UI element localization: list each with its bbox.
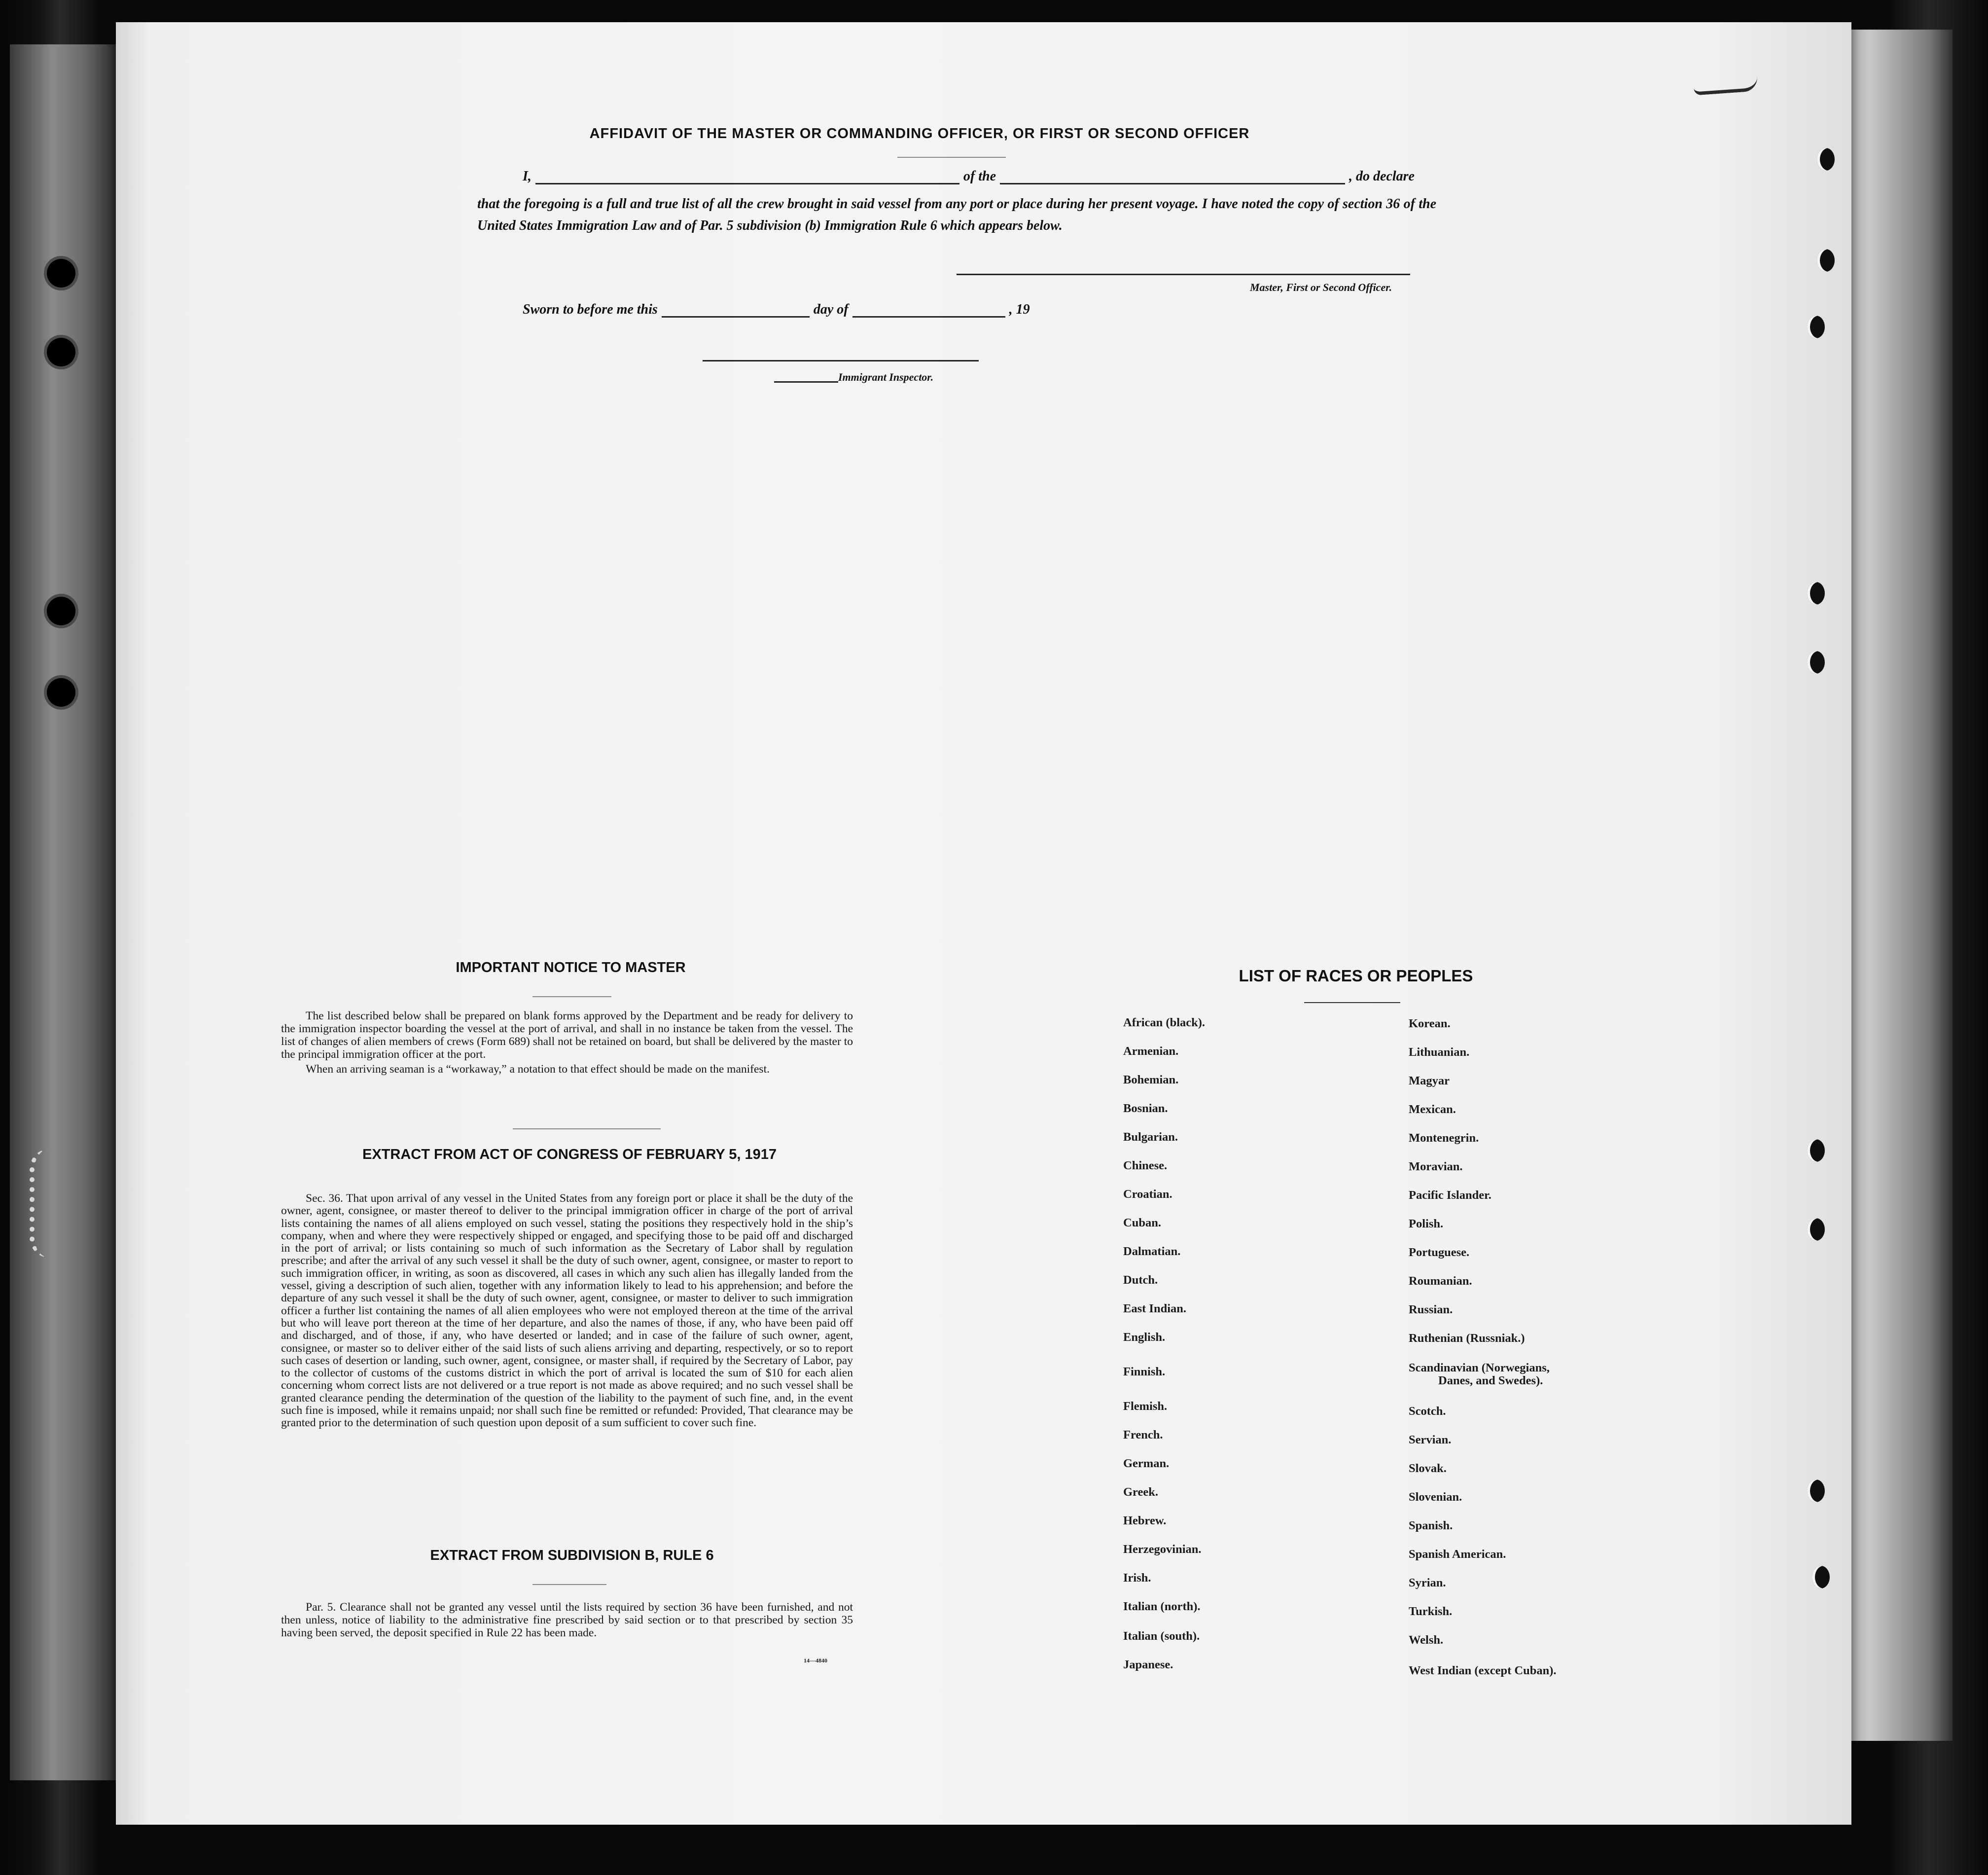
- race-item: West Indian (except Cuban).: [1409, 1664, 1557, 1677]
- race-item: Bohemian.: [1123, 1073, 1179, 1086]
- sworn-day-field[interactable]: [662, 307, 810, 318]
- race-item: Flemish.: [1123, 1400, 1168, 1413]
- race-item: Herzegovinian.: [1123, 1543, 1202, 1556]
- do-declare-label: , do declare: [1349, 169, 1415, 184]
- binding-string: [30, 1149, 89, 1258]
- race-item: Pacific Islander.: [1409, 1189, 1491, 1202]
- punch-hole: [1807, 651, 1825, 674]
- section-divider: [513, 1128, 661, 1129]
- pen-mark: [1693, 77, 1758, 96]
- notice-divider: [532, 996, 611, 997]
- punch-hole: [1807, 582, 1825, 605]
- race-item: Irish.: [1123, 1571, 1151, 1585]
- bleed-through: [382, 91, 1516, 111]
- act-extract-body: [281, 1192, 853, 1430]
- notice-title: IMPORTANT NOTICE TO MASTER: [456, 960, 686, 975]
- races-title: LIST OF RACES OR PEOPLES: [1239, 967, 1473, 985]
- race-item: Scandinavian (Norwegians,: [1409, 1361, 1550, 1374]
- race-item: Hebrew.: [1123, 1514, 1167, 1527]
- race-item: Moravian.: [1409, 1160, 1463, 1173]
- race-item: Ruthenian (Russniak.): [1409, 1332, 1525, 1345]
- notice-body: [281, 1010, 853, 1076]
- race-item: Spanish American.: [1409, 1548, 1506, 1561]
- race-item: Slovak.: [1409, 1462, 1447, 1475]
- act-extract-title: EXTRACT FROM ACT OF CONGRESS OF FEBRUARY 5, 1917: [362, 1147, 777, 1162]
- race-item: Spanish.: [1409, 1519, 1453, 1532]
- binder-hole: [47, 259, 75, 288]
- race-item: Dalmatian.: [1123, 1245, 1181, 1258]
- rule-divider: [532, 1584, 606, 1585]
- binder-hole: [47, 678, 75, 707]
- race-item: Italian (north).: [1123, 1600, 1201, 1613]
- race-item: African (black).: [1123, 1016, 1206, 1029]
- vessel-name-field[interactable]: [1000, 174, 1345, 184]
- race-item: Magyar: [1409, 1074, 1450, 1087]
- notice-paragraph: The list described below shall be prepared on blank forms approved by the Department and be ready for delivery to the immigration inspector boarding the vessel at the port of arrival, and shall in no instance be taken from the vessel. The list of changes of alien members of crews (Form 689) shall not be retained on board, but shall be delivered by the master to the principal immigration officer at the port.: [281, 1010, 853, 1061]
- race-item: Russian.: [1409, 1303, 1453, 1316]
- race-item: Bosnian.: [1123, 1102, 1168, 1115]
- race-item: Armenian.: [1123, 1045, 1179, 1058]
- punch-hole: [1817, 249, 1835, 272]
- punch-hole: [1812, 1566, 1830, 1588]
- race-item: Polish.: [1409, 1217, 1444, 1230]
- document-page: [116, 22, 1851, 1825]
- race-item: Finnish.: [1123, 1365, 1166, 1378]
- declarant-name-field[interactable]: [535, 174, 959, 184]
- race-item: French.: [1123, 1428, 1163, 1442]
- race-item: Dutch.: [1123, 1273, 1158, 1287]
- signature-line[interactable]: [957, 274, 1410, 275]
- race-item: Turkish.: [1409, 1605, 1453, 1618]
- inspector-label: Immigrant Inspector.: [838, 371, 934, 383]
- race-item: Welsh.: [1409, 1633, 1444, 1647]
- race-item: Greek.: [1123, 1485, 1158, 1499]
- punch-hole: [1807, 1479, 1825, 1502]
- race-item: English.: [1123, 1331, 1166, 1344]
- race-item: Roumanian.: [1409, 1274, 1472, 1288]
- race-item: Slovenian.: [1409, 1490, 1462, 1504]
- punch-hole: [1807, 1218, 1825, 1241]
- binder-hole: [47, 338, 75, 366]
- rule-extract-text: Par. 5. Clearance shall not be granted any vessel until the lists required by section 36 have been furnished, and not then unless, notice of liability to the administrative fine prescribed by said section or to that prescribed by section 35 having been served, the deposit specified in Rule 22 has been made.: [281, 1601, 853, 1639]
- binder-strip: [10, 44, 117, 1780]
- inspector-label-rule: [774, 381, 838, 383]
- binder-hole: [47, 597, 75, 625]
- race-item: Syrian.: [1409, 1576, 1446, 1589]
- race-item: Korean.: [1409, 1017, 1451, 1030]
- rule-extract-body: [281, 1601, 853, 1639]
- races-divider: [1304, 1002, 1400, 1003]
- punch-hole: [1807, 1139, 1825, 1162]
- race-item: Cuban.: [1123, 1216, 1161, 1229]
- race-item: Montenegrin.: [1409, 1131, 1479, 1145]
- sworn-label: Sworn to before me this: [523, 302, 658, 317]
- race-item: East Indian.: [1123, 1302, 1187, 1315]
- punch-hole: [1817, 148, 1835, 171]
- underlying-sheet-edge: [1834, 30, 1952, 1741]
- year-prefix: , 19: [1009, 302, 1030, 317]
- race-item: Bulgarian.: [1123, 1130, 1178, 1144]
- race-item: Croatian.: [1123, 1188, 1172, 1201]
- race-item: Japanese.: [1123, 1658, 1173, 1671]
- race-item: Servian.: [1409, 1433, 1452, 1446]
- punch-hole: [1807, 316, 1825, 338]
- race-item: Portuguese.: [1409, 1246, 1470, 1259]
- form-number: 14—4840: [804, 1657, 827, 1664]
- race-item: Danes, and Swedes).: [1438, 1374, 1543, 1387]
- race-item: Chinese.: [1123, 1159, 1168, 1172]
- race-item: German.: [1123, 1457, 1170, 1470]
- sworn-month-field[interactable]: [852, 307, 1005, 318]
- affidavit-statement: that the foregoing is a full and true list of all the crew brought in said vessel from any port or place during her present voyage. I have noted the copy of section 36 of the United States Immigration Law and of Par. 5 subdivision (b) Immigration Rule 6 which appears below.: [477, 196, 1436, 233]
- title-divider: [897, 157, 1006, 158]
- notice-paragraph: When an arriving seaman is a “workaway,” a notation to that effect should be made on the manifest.: [306, 1063, 770, 1076]
- race-item: Italian (south).: [1123, 1629, 1200, 1643]
- act-extract-text: Sec. 36. That upon arrival of any vessel in the United States from any foreign port or place it shall be the duty of the owner, agent, consignee, or master thereof to deliver to the principal immigration officer in charge of the port of arrival lists containing the names of all aliens employed on such vessel, stating the positions they respectively hold in the ship’s company, when and where they were respectively shipped or engaged, and specifying those to be paid off and discharged in the port of arrival; or lists containing so much of such information as the Secretary of Labor shall by regulation prescribe; and after the arrival of any such vessel it shall be the duty of such owner, agent, consignee, or master to report to such immigration officer, in writing, as soon as discovered, all cases in which any such alien has illegally landed from the vessel, giving a description of such alien, together with any information likely to lead to his apprehension; and before the departure of any such vessel it shall be the duty of such owner, agent, consignee, or master to deliver to such immigration officer a further list containing the names of all alien employees who were not employed thereon at the time of the arrival but who will leave port thereon at the time of her departure, and also the names of those, if any, who have been paid off and discharged, and of those, if any, who have deserted or landed; and in case of the failure of such owner, agent, consignee, or master so to deliver either of the said lists of such aliens arriving and departing, respectively, or so to report such cases of desertion or landing, such owner, agent, consignee, or master shall, if required by the Secretary of Labor, pay to the collector of customs of the customs district in which the port of arrival is located the sum of $10 for each alien concerning whom correct lists are not delivered or a true report is not made as above required; and no such vessel shall be granted clearance pending the determination of the question of the liability to the payment of such fine, and, in the event such fine is imposed, while it remains unpaid; nor shall such fine be remitted or refunded: Provided, That clearance may be granted prior to the determination of such question upon deposit of a sum sufficient to cover such fine.: [281, 1192, 853, 1430]
- i-label: I,: [523, 169, 532, 184]
- declarant-line: [523, 169, 1415, 184]
- affidavit-title: AFFIDAVIT OF THE MASTER OR COMMANDING OFFICER, OR FIRST OR SECOND OFFICER: [589, 126, 1250, 142]
- sworn-line: [523, 302, 1030, 318]
- race-item: Mexican.: [1409, 1103, 1456, 1116]
- race-item: Scotch.: [1409, 1405, 1446, 1418]
- of-the-label: of the: [963, 169, 996, 184]
- rule-extract-title: EXTRACT FROM SUBDIVISION B, RULE 6: [430, 1548, 714, 1563]
- signature-label: Master, First or Second Officer.: [1250, 281, 1392, 293]
- inspector-signature-line[interactable]: [703, 360, 979, 361]
- day-of-label: day of: [813, 302, 849, 317]
- race-item: Lithuanian.: [1409, 1046, 1470, 1059]
